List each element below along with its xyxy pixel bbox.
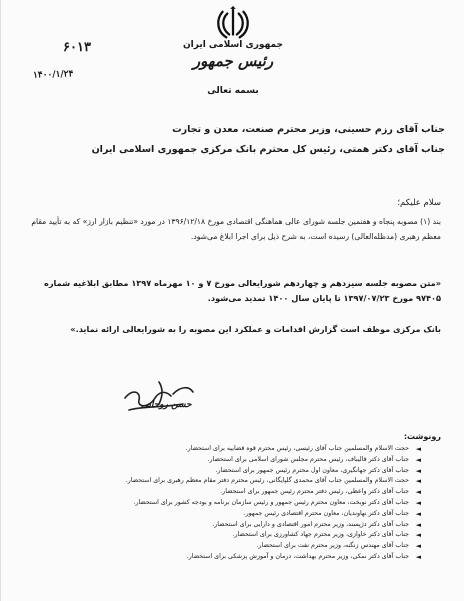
list-item: ◄ حجت الاسلام والمسلمین جناب آقای محمدی گلپایگانی، رئیس محترم دفتر مقام معظم رهبری برای استحضار. <box>125 477 421 486</box>
signatory-name: حسن روحانی <box>141 400 192 410</box>
reference-date: ۱۴۰۰/۱/۲۴ <box>32 69 74 81</box>
paragraph-1: بند (۱) مصوبه پنجاه و هفتمین جلسه شورای عالی هماهنگی اقتصادی مورخ ۱۳۹۶/۱۲/۱۸ در مورد «تنظیم بازار ارز» که به تأیید مقام معظم رهبری (مدظله‌العالی) رسیده است، به شرح ذیل برای اجرا ابلاغ می‌شود. <box>31 217 441 241</box>
list-item: ◄ جناب آقای دکتر قالیباف، رئیس محترم مجلس شورای اسلامی برای استحضار. <box>207 455 421 464</box>
list-item: ◄ جناب آقای دکتر جهانگیری، معاون اول محترم رئیس جمهور برای استحضار. <box>215 466 421 475</box>
iran-emblem-icon <box>214 6 252 44</box>
bullet-icon: ◄ <box>415 477 421 486</box>
list-item: ◄ جناب آقای دکتر نوبخت، معاون محترم رئیس جمهور و رئیس سازمان برنامه و بودجه کشور برای استحضار. <box>133 498 421 507</box>
list-item: ◄ جناب آقای دکتر نهاوندیان، معاون محترم اقتصادی رئیس جمهور. <box>243 509 421 518</box>
list-item: ◄ جناب آقای دکتر خاوازی، وزیر محترم جهاد کشاورزی برای استحضار. <box>232 531 421 540</box>
bullet-icon: ◄ <box>415 466 421 475</box>
bullet-icon: ◄ <box>415 445 421 453</box>
list-item: ◄ جناب آقای دکتر دژپسند، وزیر محترم امور اقتصادی و دارایی برای استحضار. <box>212 520 421 529</box>
list-item: ◄ حجت الاسلام والمسلمین جناب آقای رئیسی، رئیس محترم قوه قضاییه برای استحضار. <box>185 445 421 453</box>
republic-title: جمهوری اسلامی ایران <box>182 40 284 50</box>
bullet-icon: ◄ <box>415 488 421 497</box>
addressee-2: جناب آقای دکتر همتی، رئیس کل محترم بانک مرکزی جمهوری اسلامی ایران <box>91 144 445 155</box>
addressee-1: جناب آقای رزم حسینی، وزیر محترم صنعت، معدن و تجارت <box>172 124 445 135</box>
bullet-icon: ◄ <box>415 520 421 529</box>
cc-heading: رونوشت: <box>403 432 441 441</box>
president-title: رئیس جمهور <box>192 52 274 70</box>
list-item: ◄ جناب آقای دکتر واعظی، رئیس دفتر محترم رئیس جمهور برای استحضار. <box>220 488 421 497</box>
cc-list <box>81 444 421 563</box>
paragraph-2: «متن مصوبه جلسه سیزدهم و چهاردهم شورا‌یعالی مورخ ۷ و ۱۰ مهرماه ۱۳۹۷ مطابق ابلاغیه شماره ۹۷۴۰۵ مورخ ۱۳۹۷/۰۷/۲۳ تا پایان سال ۱۴۰۰ تمدید می‌شود. <box>44 278 441 303</box>
greeting: سلام علیکم؛ <box>397 198 441 208</box>
bullet-icon: ◄ <box>415 455 421 464</box>
invocation: بسمه تعالی <box>207 86 259 96</box>
bullet-icon: ◄ <box>415 542 421 551</box>
bullet-icon: ◄ <box>415 498 421 507</box>
bullet-icon: ◄ <box>415 531 421 540</box>
paragraph-3: بانک مرکزی موظف است گزارش اقدامات و عملکرد این مصوبه را به شورا‌یعالی ارائه نماید.» <box>70 324 441 334</box>
bullet-icon: ◄ <box>415 552 421 561</box>
list-item: ◄ جناب آقای مهندس زنگنه، وزیر محترم نفت برای استحضار. <box>256 542 421 551</box>
bullet-icon: ◄ <box>415 509 421 518</box>
reference-number: ۶۰۱۳ <box>63 40 91 55</box>
list-item: ◄ جناب آقای دکتر نمکی، وزیر محترم بهداشت، درمان و آموزش پزشکی برای استحضار. <box>186 552 421 561</box>
